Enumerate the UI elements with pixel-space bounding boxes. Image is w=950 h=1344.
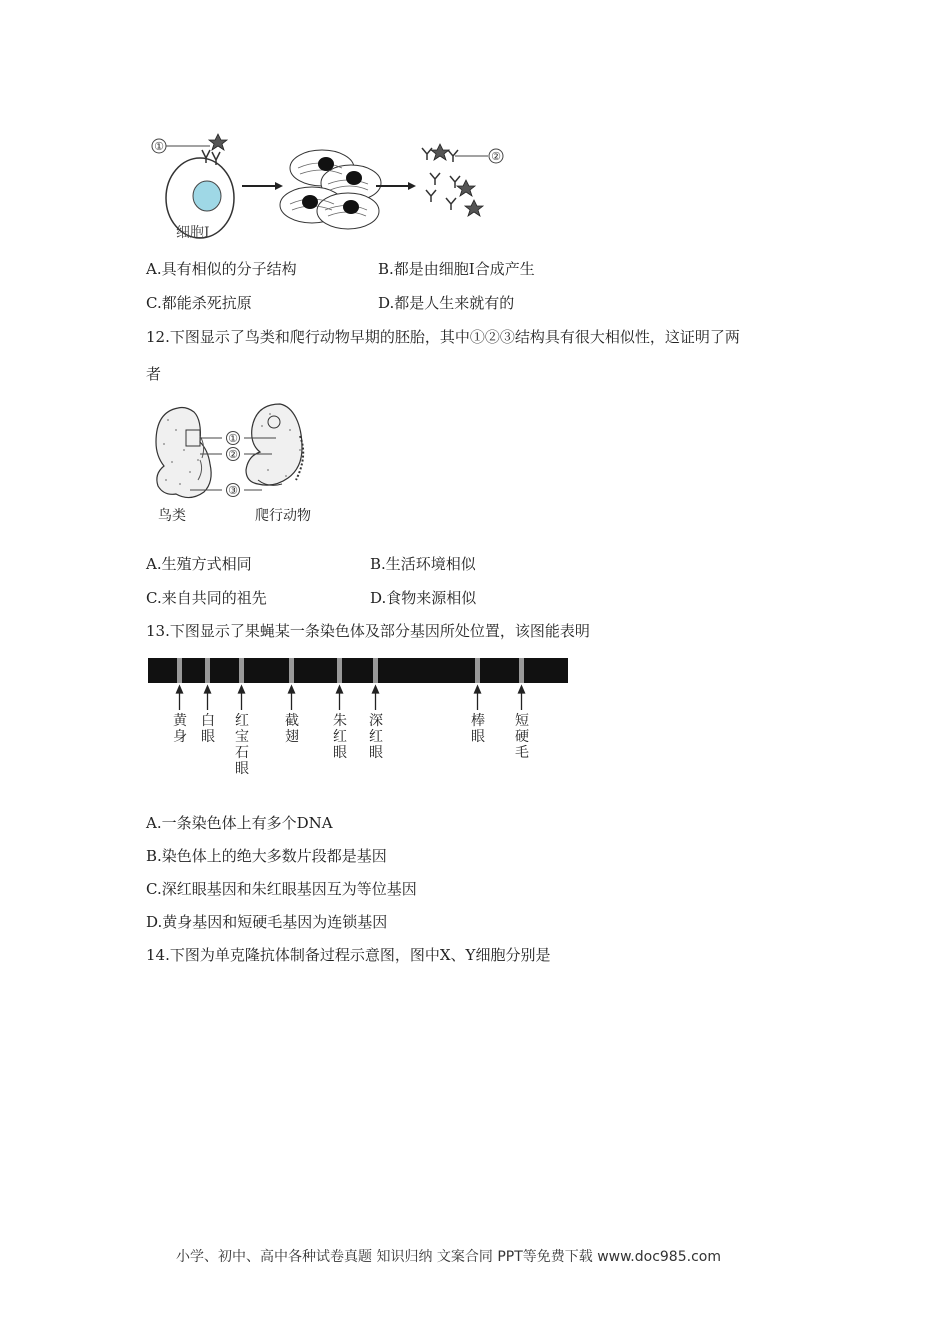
q14-stem: 14.下图为单克隆抗体制备过程示意图，图中X、Y细胞分别是 [146, 946, 551, 964]
q12-reptile-label: 爬行动物 [255, 508, 311, 524]
q13-option-c: C.深红眼基因和朱红眼基因互为等位基因 [146, 880, 417, 898]
gene-label-short-bristle: 短硬毛 [515, 713, 529, 761]
q11-option-c: C.都能杀死抗原 [146, 294, 252, 312]
q11-option-b: B.都是由细胞Ⅰ合成产生 [378, 260, 535, 278]
gene-label-ruby-eye: 红宝石眼 [235, 713, 249, 777]
q12-mark-1: ① [228, 432, 238, 445]
q12-stem-line2: 者 [146, 365, 162, 383]
q12-option-b: B.生活环境相似 [370, 555, 476, 573]
cell-one-nucleus [193, 181, 221, 211]
q13-option-d: D.黄身基因和短硬毛基因为连锁基因 [146, 913, 388, 931]
chromosome-bar [148, 658, 568, 683]
q12-mark-3: ③ [228, 484, 238, 497]
gene-label-bar-eye: 棒眼 [471, 713, 485, 745]
q12-option-a: A.生殖方式相同 [146, 555, 252, 573]
page-footer: 小学、初中、高中各种试卷真题 知识归纳 文案合同 PPT等免费下载 www.doc985.com [176, 1249, 721, 1265]
q12-mark-2: ② [228, 448, 238, 461]
gene-label-garnet-eye: 深红眼 [369, 713, 383, 761]
gene-arrows [177, 686, 525, 710]
q11-label-1: ① [154, 140, 164, 153]
q12-bird-label: 鸟类 [158, 508, 186, 524]
q12-option-c: C.来自共同的祖先 [146, 589, 267, 607]
q11-cell-caption: 细胞Ⅰ [176, 225, 210, 241]
q13-option-a: A.一条染色体上有多个DNA [146, 814, 333, 832]
gene-label-yellow-body: 黄身 [173, 713, 187, 745]
chromosome-diagram [148, 656, 570, 712]
q13-option-b: B.染色体上的绝大多数片段都是基因 [146, 847, 387, 865]
q11-label-2: ② [491, 150, 501, 163]
q12-option-d: D.食物来源相似 [370, 589, 477, 607]
q13-stem: 13.下图显示了果蝇某一条染色体及部分基因所处位置，该图能表明 [146, 622, 590, 640]
q12-stem-line1: 12.下图显示了鸟类和爬行动物早期的胚胎，其中①②③结构具有很大相似性，这证明了两 [146, 328, 740, 346]
q12-embryo-figure [150, 400, 330, 508]
gene-label-vermilion-eye: 朱红眼 [333, 713, 347, 761]
gene-label-white-eye: 白眼 [201, 713, 215, 745]
q11-option-a: A.具有相似的分子结构 [146, 260, 297, 278]
q11-option-d: D.都是人生来就有的 [378, 294, 515, 312]
gene-label-cut-wing: 截翅 [285, 713, 299, 745]
